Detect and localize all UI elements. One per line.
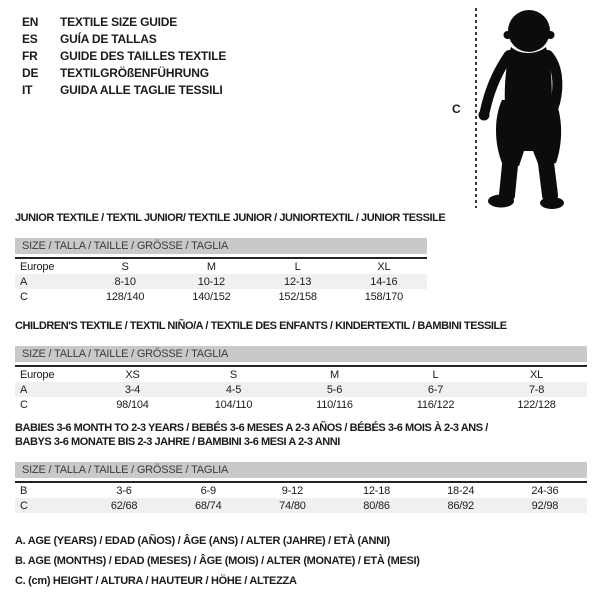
size-value: M (206, 260, 216, 273)
section-title: JUNIOR TEXTILE / TEXTIL JUNIOR/ TEXTILE JUNIOR / JUNIORTEXTIL / JUNIOR TESSILE (15, 212, 446, 224)
row-label: Europe (20, 260, 55, 273)
row-label: A (20, 275, 28, 288)
guide-title: GUIDE DES TAILLES TEXTILE (60, 49, 227, 63)
size-value: 24-36 (531, 484, 559, 497)
size-value: 104/110 (214, 398, 253, 411)
language-code: FR (22, 49, 38, 63)
size-value: 140/152 (192, 290, 231, 303)
size-value: XL (529, 368, 544, 381)
size-value: 92/98 (531, 499, 559, 512)
row-label: B (20, 484, 28, 497)
language-row (22, 31, 226, 48)
size-value: 98/104 (116, 398, 149, 411)
measure-legend (15, 531, 420, 591)
size-value: 86/92 (447, 499, 474, 512)
language-row (22, 65, 226, 82)
size-value: M (330, 368, 339, 381)
size-value: 4-5 (225, 383, 242, 396)
size-header-band: SIZE / TALLA / TAILLE / GRÖSSE / TAGLIA (15, 462, 587, 478)
size-value: 6-9 (200, 484, 216, 497)
height-dashed-line (475, 8, 477, 208)
size-value: L (432, 368, 439, 381)
table-body (15, 366, 587, 412)
junior-size-table (15, 257, 427, 304)
size-value: S (229, 368, 238, 381)
size-value: 116/122 (416, 398, 455, 411)
size-value: 122/128 (517, 398, 556, 411)
section-babies-textile (15, 421, 595, 513)
section-title-line2: BABYS 3-6 MONATE BIS 2-3 JAHRE / BAMBINI 3-6 MESI A 2-3 ANNI (15, 436, 340, 448)
size-value: 68/74 (194, 499, 222, 512)
language-row (22, 14, 226, 31)
height-measure-label: C (452, 102, 461, 116)
children-size-table (15, 365, 587, 412)
babies-size-table (15, 481, 587, 513)
size-value: 9-12 (281, 484, 303, 497)
language-code: ES (22, 32, 38, 46)
table-body (15, 482, 587, 513)
size-value: 18-24 (447, 484, 475, 497)
baby-silhouette-icon (478, 5, 578, 210)
legend-age-months: B. AGE (MONTHS) / EDAD (MESES) / ÂGE (MOIS) / ALTER (MONATE) / ETÀ (MESI) (15, 555, 420, 567)
size-value: 80/86 (363, 499, 390, 512)
row-label: Europe (20, 368, 55, 381)
table-body (15, 258, 427, 304)
table-row (15, 274, 427, 289)
language-row (22, 48, 226, 65)
legend-height-cm: C. (cm) HEIGHT / ALTURA / HAUTEUR / HÖHE / ALTEZZA (15, 575, 297, 587)
size-header-band: SIZE / TALLA / TAILLE / GRÖSSE / TAGLIA (15, 346, 587, 362)
table-row (15, 397, 587, 412)
table-row (15, 289, 427, 304)
language-code: DE (22, 66, 39, 80)
size-value: 5-6 (326, 383, 343, 396)
guide-title: GUIDA ALLE TAGLIE TESSILI (60, 83, 223, 97)
row-label: C (20, 398, 28, 411)
size-value: 12-18 (362, 484, 391, 497)
row-label: A (20, 383, 28, 396)
guide-title: TEXTILGRÖßENFÜHRUNG (60, 66, 209, 80)
size-value: 8-10 (114, 275, 136, 288)
table-row (15, 382, 587, 397)
section-title: BABIES 3-6 MONTH TO 2-3 YEARS / BEBÉS 3-6 MESES A 2-3 AÑOS / BÉBÉS 3-6 MOIS À 2-3 ANS / (15, 422, 488, 434)
size-header-band: SIZE / TALLA / TAILLE / GRÖSSE / TAGLIA (15, 238, 427, 254)
size-value: 158/170 (364, 290, 404, 303)
size-value: S (121, 260, 129, 273)
size-value: L (294, 260, 301, 273)
language-row (22, 82, 226, 99)
size-value: XS (125, 368, 140, 381)
guide-title: TEXTILE SIZE GUIDE (60, 15, 178, 29)
size-value: 10-12 (197, 275, 225, 288)
section-children-textile (15, 319, 595, 412)
size-value: 14-16 (370, 275, 398, 288)
guide-title: GUÍA DE TALLAS (60, 32, 157, 46)
table-row (15, 498, 587, 513)
size-value: 12-13 (284, 275, 312, 288)
size-value: 62/68 (110, 499, 138, 512)
table-row (15, 482, 587, 498)
size-value: 74/80 (279, 499, 306, 512)
row-label: C (20, 499, 28, 512)
size-value: 3-6 (116, 484, 132, 497)
size-value: 152/158 (278, 290, 317, 303)
section-junior-textile (15, 211, 595, 304)
language-code: EN (22, 15, 39, 29)
size-value: 128/140 (105, 290, 145, 303)
size-value: XL (377, 260, 391, 273)
table-row (15, 258, 427, 274)
size-value: 3-4 (124, 383, 141, 396)
section-title: CHILDREN'S TEXTILE / TEXTIL NIÑO/A / TEXTILE DES ENFANTS / KINDERTEXTIL / BAMBINI TESSILE (15, 320, 507, 332)
legend-age-years: A. AGE (YEARS) / EDAD (AÑOS) / ÂGE (ANS) / ALTER (JAHRE) / ETÀ (ANNI) (15, 535, 390, 547)
table-row (15, 366, 587, 382)
language-title-list (22, 14, 226, 99)
language-code: IT (22, 83, 33, 97)
size-value: 6-7 (427, 383, 444, 396)
size-value: 110/116 (316, 398, 353, 411)
row-label: C (20, 290, 28, 303)
size-value: 7-8 (528, 383, 545, 396)
